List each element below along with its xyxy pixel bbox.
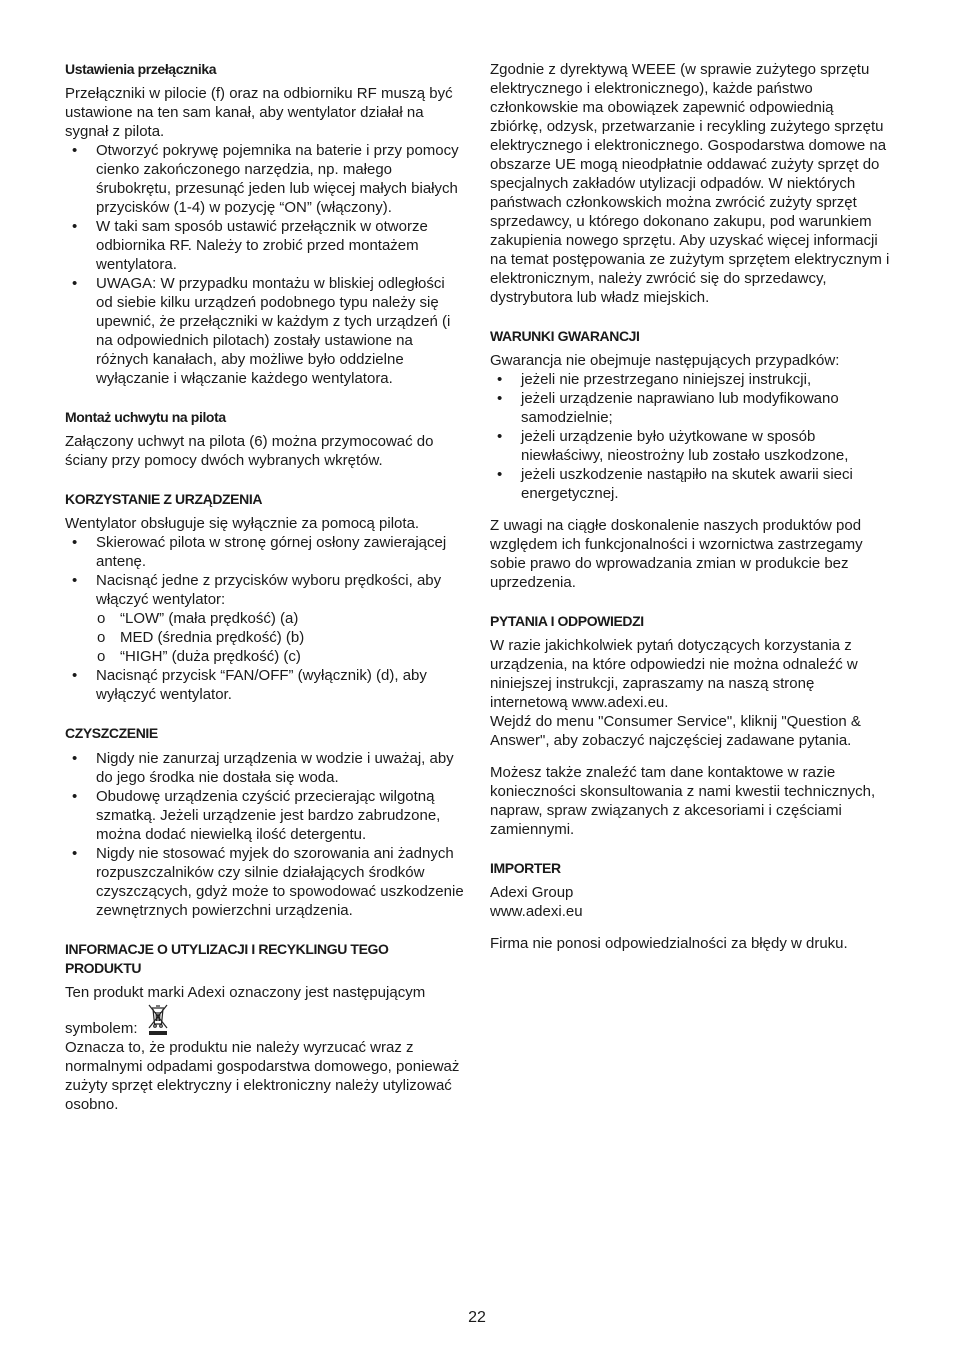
paragraph: Ten produkt marki Adexi oznaczony jest następującym — [65, 984, 426, 1001]
section-usage — [65, 490, 465, 704]
list-item: • Otworzyć pokrywę pojemnika na baterie i przy pomocy cienko zakończonego narzędzia, np. małego śrubokrętu, przesunąć jeden lub więcej małych białych przycisków (1-4) w pozycję “ON” (włączony). — [65, 141, 465, 217]
section-warranty — [490, 327, 890, 592]
bullet-list — [65, 141, 465, 388]
section-heading: PYTANIA I ODPOWIEDZI — [490, 613, 644, 629]
paragraph: Możesz także znaleźć tam dane kontaktowe w razie konieczności skonsultowania z nami kwestii technicznych, napraw, spraw związanych z akcesoriami i częściami zamiennymi. — [490, 764, 876, 838]
list-item: • jeżeli uszkodzenie nastąpiło na skutek awarii sieci energetycznej. — [490, 465, 890, 503]
speed-list — [96, 609, 465, 666]
paragraph: Wentylator obsługuje się wyłącznie za pomocą pilota. — [65, 515, 420, 532]
list-item: • UWAGA: W przypadku montażu w bliskiej odległości od siebie kilku urządzeń podobnego typu należy się upewnić, że przełączniki w każdym z tych urządzeń (i na odpowiednich pilotach) zostały ustawione na różnych kanałach, aby możliwe było oddzielne wyłączanie i włączanie każdego wentylatora. — [65, 274, 465, 388]
paragraph: Gwarancja nie obejmuje następujących przypadków: — [490, 352, 840, 369]
right-column — [490, 60, 890, 973]
importer-website: www.adexi.eu — [490, 903, 583, 920]
left-column — [65, 60, 465, 1134]
section-heading: Ustawienia przełącznika — [65, 61, 217, 77]
crossed-bin-icon — [146, 1002, 170, 1038]
section-importer — [490, 859, 890, 953]
section-heading: Montaż uchwytu na pilota — [65, 409, 226, 425]
section-heading: WARUNKI GWARANCJI — [490, 328, 640, 344]
section-heading: KORZYSTANIE Z URZĄDZENIA — [65, 491, 263, 507]
page-number: 22 — [468, 1309, 486, 1326]
section-heading: INFORMACJE O UTYLIZACJI I RECYKLINGU TEGO PRODUKTU — [65, 941, 389, 976]
list-item: • Nigdy nie zanurzaj urządzenia w wodzie i uważaj, aby do jego środka nie dostała się woda. — [65, 749, 465, 787]
section-switch-settings — [65, 60, 465, 388]
section-faq — [490, 612, 890, 839]
section-weee — [490, 60, 890, 307]
section-remote-holder — [65, 408, 465, 470]
paragraph: Załączony uchwyt na pilota (6) można przymocować do ściany przy pomocy dwóch wybranych wkrętów. — [65, 433, 434, 469]
sub-list-item: o “LOW” (mała prędkość) (a) — [96, 609, 465, 628]
symbol-label: symbolem: — [65, 1020, 138, 1037]
disclaimer: Firma nie ponosi odpowiedzialności za błędy w druku. — [490, 935, 848, 952]
section-disposal — [65, 940, 465, 1114]
list-item: • Obudowę urządzenia czyścić przecierając wilgotną szmatką. Jeżeli urządzenie jest bardzo zabrudzone, można dodać niewielką ilość detergentu. — [65, 787, 465, 844]
paragraph: Przełączniki w pilocie (f) oraz na odbiorniku RF muszą być ustawione na ten sam kanał, aby wentylator działał na sygnał z pilota. — [65, 85, 453, 140]
list-item: • jeżeli nie przestrzegano niniejszej instrukcji, — [490, 370, 890, 389]
list-item-text: Nacisnąć jedne z przycisków wyboru prędkości, aby włączyć wentylator: — [96, 572, 442, 608]
list-item: • Nigdy nie stosować myjek do szorowania ani żadnych rozpuszczalników czy silnie działających środków czyszczących, gdyż może to spowodować uszkodzenie zewnętrznych powierzchni urządzenia. — [65, 844, 465, 920]
bullet-list — [65, 533, 465, 704]
sub-list-item: o MED (średnia prędkość) (b) — [96, 628, 465, 647]
paragraph: Z uwagi na ciągłe doskonalenie naszych produktów pod względem ich funkcjonalności i wzornictwa zastrzegamy sobie prawo do wprowadzania zmian w produkcie bez uprzedzenia. — [490, 517, 863, 591]
paragraph: Wejdź do menu "Consumer Service", kliknij "Question & Answer", aby zobaczyć najczęściej zadawane pytania. — [490, 713, 861, 749]
paragraph: Zgodnie z dyrektywą WEEE (w sprawie zużytego sprzętu elektrycznego i elektronicznego), każde państwo członkowskie ma obowiązek zapewnić odpowiednią zbiórkę, odzysk, przetwarzanie i recykling zużytego sprzętu elektrycznego i elektronicznego. Gospodarstwa domowe na obszarze UE mogą nieodpłatnie oddawać zużyty sprzęt do specjalnych zakładów utylizacji odpadów. W niektórych państwach członkowskich można zwrócić zużyty sprzęt sprzedawcy, u którego dokonano zakupu, pod warunkiem zakupienia nowego sprzętu. Aby uzyskać więcej informacji na temat postępowania ze zużytym sprzętem elektrycznym i elektronicznym, należy zwrócić się do sprzedawcy, dystrybutora lub władz miejskich. — [490, 61, 890, 306]
list-item — [65, 571, 465, 666]
list-item: • jeżeli urządzenie naprawiano lub modyfikowano samodzielnie; — [490, 389, 890, 427]
bullet-list — [490, 370, 890, 503]
bullet-list — [65, 749, 465, 920]
section-heading: IMPORTER — [490, 860, 561, 876]
section-heading: CZYSZCZENIE — [65, 725, 158, 741]
symbol-line — [65, 1002, 465, 1038]
list-item: • Skierować pilota w stronę górnej osłony zawierającej antenę. — [65, 533, 465, 571]
list-item: • jeżeli urządzenie było użytkowane w sposób niewłaściwy, nieostrożny lub zostało uszkodzone, — [490, 427, 890, 465]
paragraph: W razie jakichkolwiek pytań dotyczących korzystania z urządzenia, na które odpowiedzi nie można odnaleźć w niniejszej instrukcji, zapraszamy na naszą stronę internetową www.adexi.eu. — [490, 637, 858, 711]
sub-list-item: o “HIGH” (duża prędkość) (c) — [96, 647, 465, 666]
list-item: • W taki sam sposób ustawić przełącznik w otworze odbiornika RF. Należy to zrobić przed montażem wentylatora. — [65, 217, 465, 274]
paragraph: Oznacza to, że produktu nie należy wyrzucać wraz z normalnymi odpadami gospodarstwa domowego, ponieważ zużyty sprzęt elektryczny i elektroniczny należy utylizować osobno. — [65, 1039, 460, 1113]
importer-name: Adexi Group — [490, 884, 574, 901]
section-cleaning — [65, 724, 465, 920]
list-item: • Nacisnąć przycisk “FAN/OFF” (wyłącznik) (d), aby wyłączyć wentylator. — [65, 666, 465, 704]
